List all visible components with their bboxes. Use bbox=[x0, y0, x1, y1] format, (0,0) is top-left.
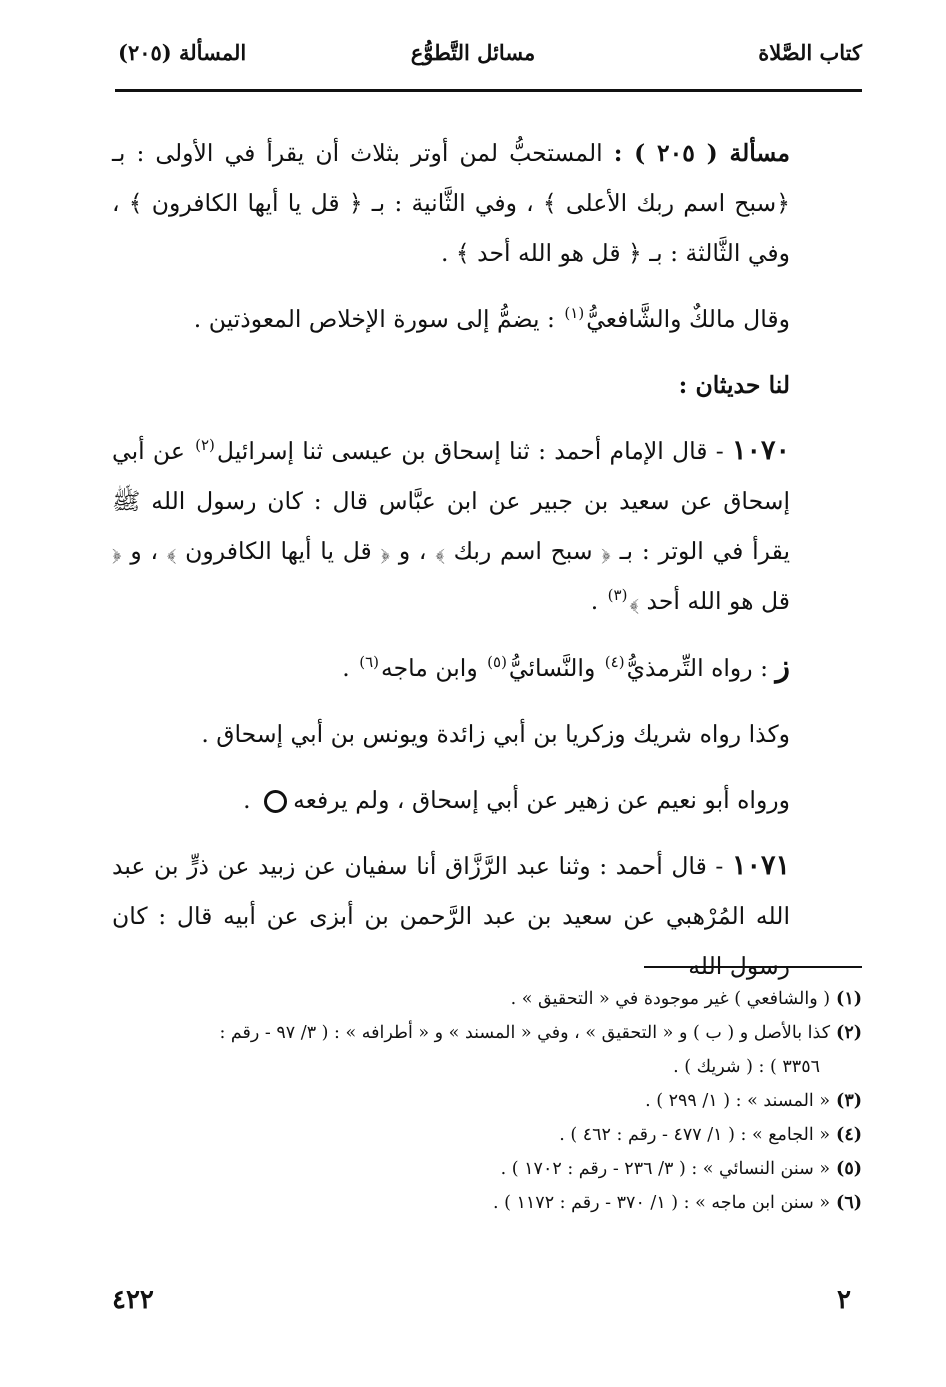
takhrij-end: . bbox=[342, 654, 358, 682]
hadith-1070 bbox=[112, 426, 862, 626]
opinion-rest: : يضمُّ إلى سورة الإخلاص المعوذتين . bbox=[193, 305, 563, 333]
footnote-text: ( والشافعي ) غير موجودة في « التحقيق » . bbox=[510, 989, 831, 1009]
footnote-text: « سنن ابن ماجه » : ( ١/ ٣٧٠ - رقم : ١١٧٢ ) . bbox=[492, 1193, 831, 1213]
hadith-number: ١٠٧١ bbox=[731, 850, 790, 881]
footnote-number: (٣) bbox=[836, 1091, 862, 1111]
issue-text: المستحبُّ لمن أوتر بثلاث أن يقرأ في الأولى : بـ ﴿سبح اسم ربك الأعلى ﴾ ، وفي الثَّانية : بـ ﴿ قل يا أيها الكافرون ﴾ ، وفي الثَّالثة : بـ ﴿ قل هو الله أحد ﴾ . bbox=[112, 139, 790, 267]
footnotes bbox=[112, 982, 862, 1220]
footnote-ref-2: (٢) bbox=[195, 436, 215, 455]
footnote-text: « المسند » : ( ١/ ٢٩٩ ) . bbox=[645, 1091, 831, 1111]
page-number: ٤٢٢ bbox=[112, 1285, 154, 1315]
footnote-text: « الجامع » : ( ١/ ٤٧٧ - رقم : ٤٦٢ ) . bbox=[559, 1125, 831, 1145]
footnote-1 bbox=[112, 982, 862, 1016]
hadith-end: . bbox=[590, 587, 606, 615]
running-head-issue: المسألة (٢٠٥) bbox=[118, 40, 247, 65]
rawah-end: . bbox=[243, 786, 259, 814]
rawah-paragraph bbox=[112, 775, 862, 825]
footnote-number: (١) bbox=[836, 989, 862, 1009]
hadith-text: - قال أحمد : وثنا عبد الرَّزَّاق أنا سفيان عن زبيد عن ذرٍّ بن عبد الله المُرْهبي عن سعيد بن عبد الرَّحمن بن أبزى عن أبيه قال : كان رسول الله bbox=[112, 852, 790, 980]
kadha-paragraph: وكذا رواه شريك وزكريا بن أبي زائدة ويونس بن أبي إسحاق . bbox=[201, 720, 790, 748]
footnote-ref-5: (٥) bbox=[487, 653, 507, 672]
footnote-5 bbox=[112, 1152, 862, 1186]
issue-paragraph bbox=[112, 128, 862, 278]
opinion-text: وقال مالكٌ والشَّافعيُّ bbox=[586, 305, 790, 333]
footnote-number: (٤) bbox=[836, 1125, 862, 1145]
running-head-chapter: مسائل التَّطوُّع bbox=[410, 40, 536, 65]
issue-label: مسألة ( ٢٠٥ ) : bbox=[613, 139, 790, 167]
footnote-text: كذا بالأصل و ( ب ) و « التحقيق » ، وفي « المسند » و « أطرافه » : ( ٣/ ٩٧ - رقم : bbox=[219, 1023, 831, 1043]
hadith-text-b: عن أبي إسحاق عن سعيد بن جبير عن ابن عبَّاس قال : كان رسول الله ﷺ يقرأ في الوتر : بـ ﴿ سبح اسم ربك ﴾ ، و ﴿ قل يا أيها الكافرون ﴾ ، و ﴿ قل هو الله أحد ﴾ bbox=[112, 437, 790, 615]
footnote-ref-4: (٤) bbox=[604, 653, 625, 672]
footnote-number: (٥) bbox=[836, 1159, 862, 1179]
footnote-ref-6: (٦) bbox=[359, 653, 380, 672]
zain-mark: ز bbox=[775, 649, 790, 684]
hadith-number: ١٠٧٠ bbox=[731, 435, 790, 466]
footnote-number: (٢) bbox=[836, 1023, 862, 1043]
footnote-rule bbox=[644, 966, 862, 968]
footnote-2 bbox=[112, 1016, 862, 1084]
footnote-ref-1: (١) bbox=[564, 304, 585, 323]
header-rule bbox=[115, 89, 862, 92]
main-text bbox=[112, 128, 862, 991]
footnote-continuation: ٣٣٥٦ ) : ( شريك ) . bbox=[673, 1057, 820, 1077]
opinion-paragraph bbox=[112, 294, 862, 344]
hadith-1071 bbox=[112, 841, 862, 991]
takhrij-text-a: : رواه التِّرمذيُّ bbox=[626, 654, 776, 682]
footnote-number: (٦) bbox=[836, 1193, 862, 1213]
rawah-text: ورواه أبو نعيم عن زهير عن أبي إسحاق ، ولم يرفعه bbox=[293, 786, 790, 814]
takhrij-paragraph bbox=[112, 642, 862, 693]
takhrij-text-b: والنَّسائيُّ bbox=[508, 654, 603, 682]
end-of-section-circle-icon bbox=[264, 790, 287, 813]
footnote-4 bbox=[112, 1118, 862, 1152]
footnote-3 bbox=[112, 1084, 862, 1118]
footnote-text: « سنن النسائي » : ( ٣/ ٢٣٦ - رقم : ١٧٠٢ ) . bbox=[500, 1159, 831, 1179]
section-heading: لنا حديثان : bbox=[678, 371, 790, 399]
footnote-ref-3: (٣) bbox=[607, 586, 628, 605]
footnote-6 bbox=[112, 1186, 862, 1220]
hadith-text-a: - قال الإمام أحمد : ثنا إسحاق بن عيسى ثنا إسرائيل bbox=[216, 437, 732, 465]
running-head-book-title: كتاب الصَّلاة bbox=[758, 40, 862, 65]
volume-number: ٢ bbox=[837, 1285, 851, 1315]
takhrij-text-c: وابن ماجه bbox=[381, 654, 486, 682]
